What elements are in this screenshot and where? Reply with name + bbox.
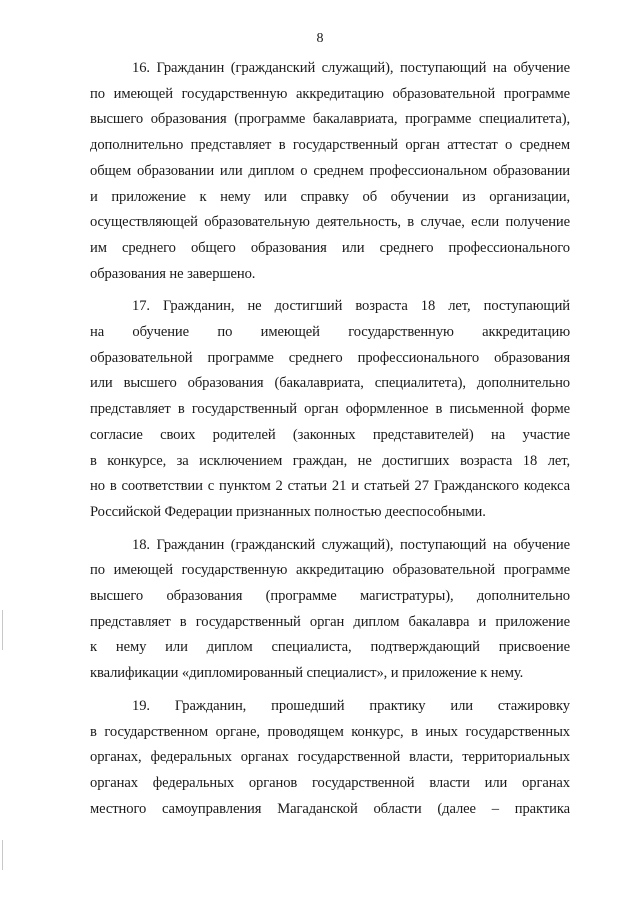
paragraph-17 xyxy=(90,294,570,525)
document-body xyxy=(90,56,570,829)
page-number: 8 xyxy=(316,31,324,46)
text-line: по имеющей государственную аккредитацию образовательной программе xyxy=(90,562,570,579)
paragraph-18 xyxy=(90,533,570,687)
text-line: представляет в государственный орган диплом бакалавра и приложение xyxy=(90,613,570,630)
text-line: по имеющей государственную аккредитацию образовательной программе xyxy=(90,85,570,102)
text-line: на обучение по имеющей государственную аккредитацию xyxy=(90,324,570,341)
paragraph-16 xyxy=(90,56,570,287)
text-line: в государственном органе, проводящем конкурс, в иных государственных xyxy=(90,723,570,740)
text-line: Российской Федерации признанных полностью дееспособными. xyxy=(90,503,486,520)
text-line: квалификации «дипломированный специалист», и приложение к нему. xyxy=(90,665,524,682)
text-line: и приложение к нему или справку об обучении из организации, xyxy=(90,188,570,205)
text-line: образовательной программе среднего профессионального образования xyxy=(90,349,570,366)
text-line: местного самоуправления Магаданской области (далее – практика xyxy=(90,800,570,817)
text-line: им среднего общего образования или среднего профессионального xyxy=(90,239,570,256)
scan-edge-mark xyxy=(2,610,3,650)
text-line: в конкурсе, за исключением граждан, не достигших возраста 18 лет, xyxy=(90,452,570,469)
text-line: образования не завершено. xyxy=(90,265,256,282)
text-line: 16. Гражданин (гражданский служащий), поступающий на обучение xyxy=(132,60,570,76)
text-line: дополнительно представляет в государственный орган аттестат о среднем xyxy=(90,137,570,154)
text-line: но в соответствии с пунктом 2 статьи 21 и статьей 27 Гражданского кодекса xyxy=(90,478,570,495)
text-line: осуществляющей образовательную деятельность, в случае, если получение xyxy=(90,214,570,231)
scan-edge-mark xyxy=(2,840,3,870)
text-line: высшего образования (программе бакалавриата, программе специалитета), xyxy=(90,111,570,128)
text-line: 18. Гражданин (гражданский служащий), поступающий на обучение xyxy=(132,536,570,553)
text-line: общем образовании или диплом о среднем профессиональном образовании xyxy=(90,162,570,179)
text-line: высшего образования (программе магистратуры), дополнительно xyxy=(90,588,570,605)
paragraph-19 xyxy=(90,694,570,823)
text-line: к нему или диплом специалиста, подтверждающий присвоение xyxy=(90,639,570,656)
text-line: согласие своих родителей (законных представителей) на участие xyxy=(90,426,570,443)
text-line: представляет в государственный орган оформленное в письменной форме xyxy=(90,401,570,418)
text-line: органах, федеральных органах государственной власти, территориальных xyxy=(90,749,570,766)
text-line: или высшего образования (бакалавриата, специалитета), дополнительно xyxy=(90,375,570,392)
text-line: 19. Гражданин, прошедший практику или стажировку xyxy=(132,697,570,714)
text-line: органах федеральных органов государственной власти или органах xyxy=(90,774,570,791)
text-line: 17. Гражданин, не достигший возраста 18 лет, поступающий xyxy=(132,298,570,315)
